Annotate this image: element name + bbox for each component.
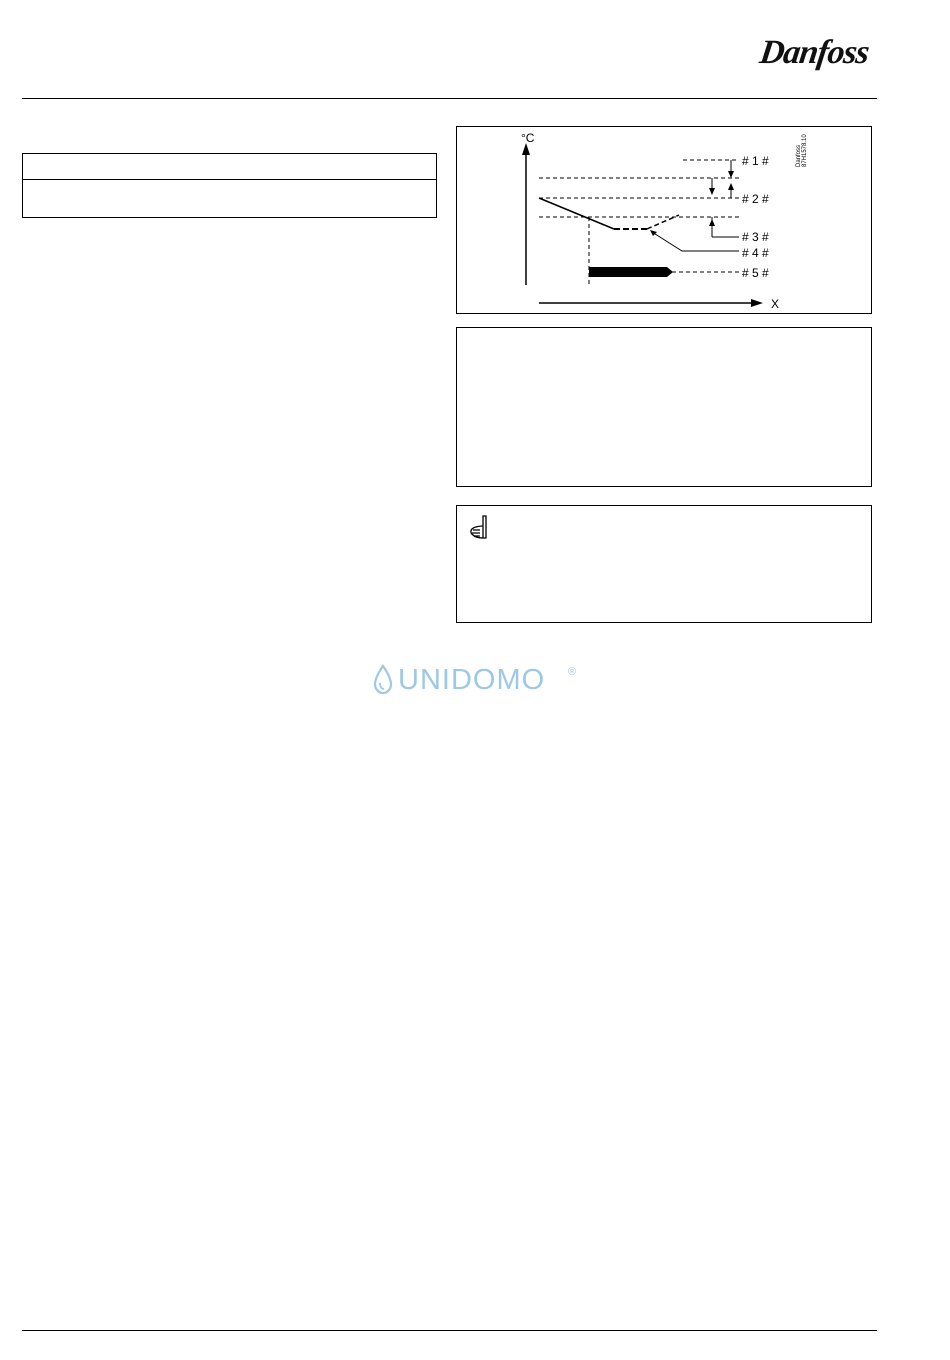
temperature-diagram: [456, 126, 872, 314]
figure-code-line1: Danfoss: [796, 144, 802, 167]
pointing-hand-icon: [469, 514, 491, 547]
label-4: # 4 #: [742, 246, 769, 260]
label-5: # 5 #: [742, 266, 769, 280]
heat-bar: [589, 267, 673, 277]
note-frame: [456, 505, 872, 623]
leader-4-arrow: [650, 230, 657, 236]
x-axis-label: X: [771, 297, 780, 311]
danfoss-logo: [757, 34, 880, 82]
brand-logo-text: Danfoss: [757, 34, 871, 71]
watermark-text: UNIDOMO: [398, 664, 546, 696]
diagram-svg: [457, 127, 873, 315]
curve-solid: [539, 198, 614, 229]
x-axis-arrow: [751, 299, 763, 307]
text-frame: [456, 327, 872, 487]
footer-rule: [22, 1330, 877, 1331]
watermark-registered: ®: [568, 666, 577, 678]
header-rule: [22, 98, 877, 99]
leader-4: [652, 232, 739, 251]
y-axis-label: °C: [521, 131, 535, 145]
label-1: # 1 #: [742, 154, 769, 168]
drop-icon: [372, 664, 394, 696]
table-header-row: [23, 154, 436, 180]
figure-code: [796, 134, 808, 167]
label-2: # 2 #: [742, 192, 769, 206]
figure-code-line2: 87H1578.10: [802, 134, 808, 167]
spec-table: [22, 153, 437, 218]
label-3: # 3 #: [742, 230, 769, 244]
